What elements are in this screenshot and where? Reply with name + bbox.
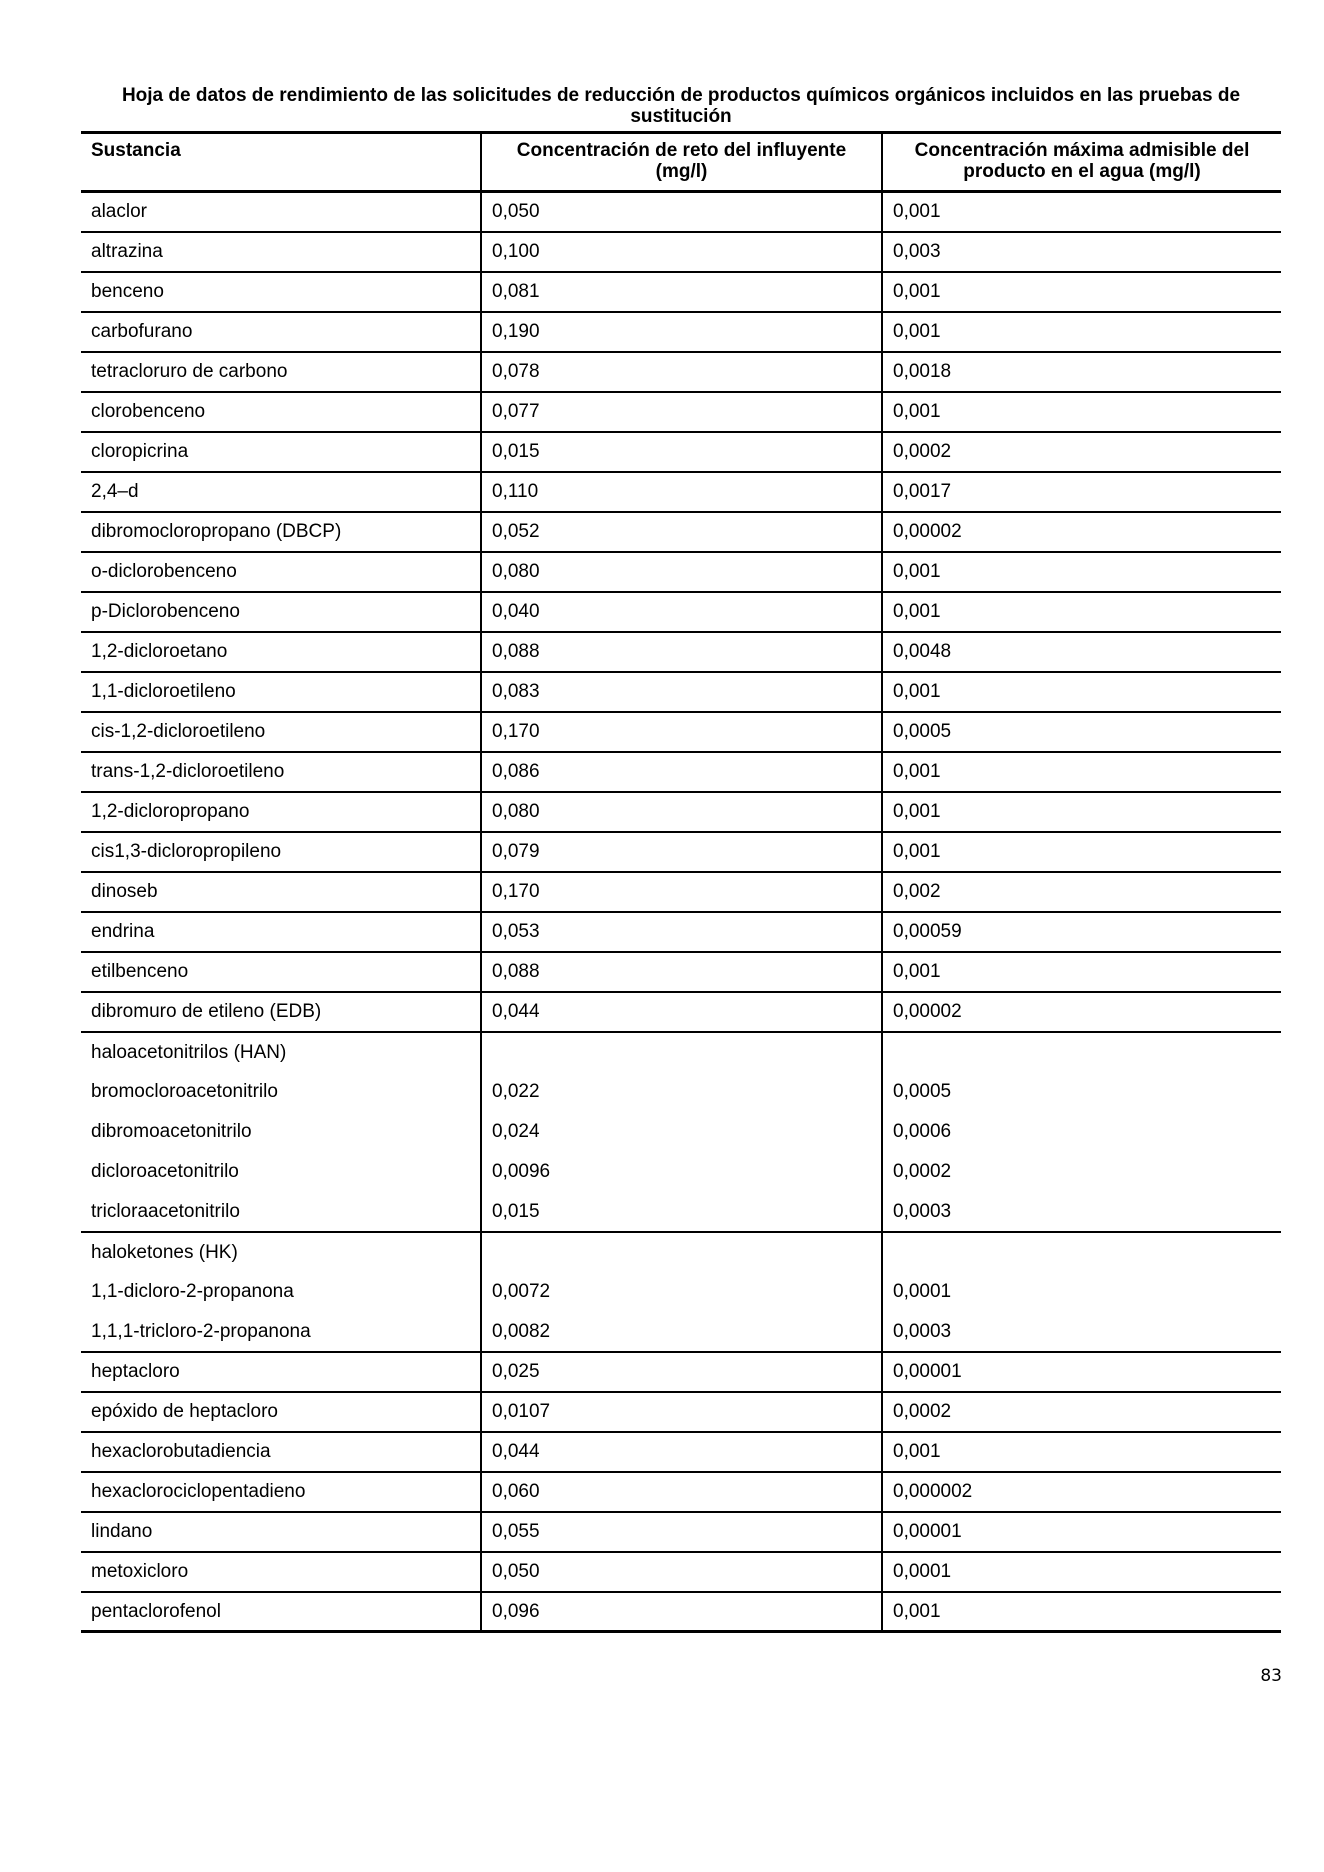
cell-influent-concentration: 0,040 <box>481 592 882 632</box>
cell-max-concentration <box>882 1232 1281 1272</box>
cell-influent-concentration: 0,110 <box>481 472 882 512</box>
table-row <box>81 512 1281 552</box>
table-row <box>81 992 1281 1032</box>
cell-influent-concentration: 0,096 <box>481 1592 882 1632</box>
cell-max-concentration: 0,0001 <box>882 1552 1281 1592</box>
cell-substance: trans-1,2-dicloroetileno <box>81 752 481 792</box>
cell-influent-concentration: 0,0082 <box>481 1312 882 1352</box>
cell-influent-concentration: 0,080 <box>481 792 882 832</box>
cell-substance: haloketones (HK) <box>91 1241 238 1263</box>
table-row <box>81 272 1281 312</box>
table-row <box>81 432 1281 472</box>
cell-influent-concentration: 0,060 <box>481 1472 882 1512</box>
table-header-row <box>81 133 1281 192</box>
cell-max-concentration: 0,00059 <box>882 912 1281 952</box>
cell-influent-concentration: 0,015 <box>481 1192 882 1232</box>
cell-max-concentration: 0,00002 <box>882 992 1281 1032</box>
cell-max-concentration: 0,001 <box>882 552 1281 592</box>
cell-influent-concentration: 0,080 <box>481 552 882 592</box>
cell-max-concentration: 0,001 <box>882 192 1281 232</box>
cell-influent-concentration: 0,052 <box>481 512 882 552</box>
cell-max-concentration: 0,0003 <box>882 1192 1281 1232</box>
cell-influent-concentration: 0,078 <box>481 352 882 392</box>
cell-max-concentration <box>882 1032 1281 1072</box>
cell-max-concentration: 0,001 <box>882 272 1281 312</box>
table-row <box>81 192 1281 232</box>
cell-substance: heptacloro <box>81 1352 481 1392</box>
cell-influent-concentration: 0,0107 <box>481 1392 882 1432</box>
cell-substance: carbofurano <box>81 312 481 352</box>
cell-max-concentration: 0,0018 <box>882 352 1281 392</box>
substance-table <box>81 131 1281 1633</box>
page-number: 83 <box>1260 1666 1282 1686</box>
cell-max-concentration: 0,0048 <box>882 632 1281 672</box>
cell-substance: 1,1-dicloro-2-propanona <box>91 1281 294 1302</box>
table-row <box>81 672 1281 712</box>
cell-influent-concentration <box>481 1232 882 1272</box>
table-row <box>81 1272 1281 1312</box>
cell-substance: dicloroacetonitrilo <box>91 1161 239 1182</box>
table-row <box>81 1032 1281 1072</box>
cell-substance: dinoseb <box>81 872 481 912</box>
cell-substance: metoxicloro <box>81 1552 481 1592</box>
cell-max-concentration: 0,0001 <box>882 1272 1281 1312</box>
table-row <box>81 952 1281 992</box>
cell-substance: p-Diclorobenceno <box>81 592 481 632</box>
table-row <box>81 1232 1281 1272</box>
table-row <box>81 1352 1281 1392</box>
cell-substance: pentaclorofenol <box>91 1600 221 1622</box>
page-title: Hoja de datos de rendimiento de las solicitudes de reducción de productos químicos orgánicos incluidos en las pruebas de sustitución <box>121 85 1241 127</box>
table-row <box>81 1112 1281 1152</box>
cell-substance: 1,2-dicloroetano <box>81 632 481 672</box>
header-influent-concentration: Concentración de reto del influyente (mg/l) <box>481 133 882 192</box>
cell-max-concentration: 0,001 <box>882 952 1281 992</box>
table-row <box>81 1432 1281 1472</box>
cell-substance: o-diclorobenceno <box>81 552 481 592</box>
cell-max-concentration: 0,0002 <box>882 1152 1281 1192</box>
cell-substance: 1,1-dicloroetileno <box>81 672 481 712</box>
cell-substance: dibromuro de etileno (EDB) <box>81 992 481 1032</box>
cell-max-concentration: 0,0017 <box>882 472 1281 512</box>
table-row <box>81 392 1281 432</box>
cell-max-concentration: 0,002 <box>882 872 1281 912</box>
cell-influent-concentration: 0,086 <box>481 752 882 792</box>
table-row <box>81 832 1281 872</box>
table-row <box>81 1312 1281 1352</box>
cell-substance: 1,2-dicloropropano <box>81 792 481 832</box>
cell-substance: etilbenceno <box>81 952 481 992</box>
cell-substance: lindano <box>81 1512 481 1552</box>
table-row <box>81 632 1281 672</box>
cell-influent-concentration: 0,0096 <box>481 1152 882 1192</box>
cell-max-concentration: 0,003 <box>882 232 1281 272</box>
cell-substance: haloacetonitrilos (HAN) <box>91 1041 287 1063</box>
table-row <box>81 1192 1281 1232</box>
cell-max-concentration: 0,00002 <box>882 512 1281 552</box>
cell-substance: benceno <box>81 272 481 312</box>
cell-influent-concentration: 0,190 <box>481 312 882 352</box>
cell-substance: alaclor <box>81 192 481 232</box>
cell-influent-concentration: 0,100 <box>481 232 882 272</box>
cell-influent-concentration <box>481 1032 882 1072</box>
cell-influent-concentration: 0,079 <box>481 832 882 872</box>
cell-influent-concentration: 0,088 <box>481 952 882 992</box>
header-max-concentration: Concentración máxima admisible del producto en el agua (mg/l) <box>882 133 1281 192</box>
cell-influent-concentration: 0,050 <box>481 192 882 232</box>
cell-substance: altrazina <box>81 232 481 272</box>
cell-max-concentration: 0,001 <box>882 792 1281 832</box>
cell-influent-concentration: 0,081 <box>481 272 882 312</box>
cell-max-concentration: 0,001 <box>882 1432 1281 1472</box>
cell-max-concentration: 0,00001 <box>882 1512 1281 1552</box>
cell-substance: 1,1,1-tricloro-2-propanona <box>81 1312 481 1352</box>
cell-substance: hexaclorociclopentadieno <box>81 1472 481 1512</box>
cell-influent-concentration: 0,025 <box>481 1352 882 1392</box>
table-row <box>81 1072 1281 1112</box>
cell-influent-concentration: 0,050 <box>481 1552 882 1592</box>
cell-max-concentration: 0,001 <box>882 832 1281 872</box>
cell-max-concentration: 0,001 <box>882 752 1281 792</box>
cell-influent-concentration: 0,170 <box>481 712 882 752</box>
cell-max-concentration: 0,001 <box>882 312 1281 352</box>
cell-max-concentration: 0,00001 <box>882 1352 1281 1392</box>
table-row <box>81 552 1281 592</box>
cell-influent-concentration: 0,024 <box>481 1112 882 1152</box>
cell-substance: tetracloruro de carbono <box>81 352 481 392</box>
cell-max-concentration: 0,000002 <box>882 1472 1281 1512</box>
cell-substance: endrina <box>81 912 481 952</box>
cell-max-concentration: 0,001 <box>882 392 1281 432</box>
cell-influent-concentration: 0,053 <box>481 912 882 952</box>
table-row <box>81 1552 1281 1592</box>
cell-influent-concentration: 0,022 <box>481 1072 882 1112</box>
cell-max-concentration: 0,0002 <box>882 1392 1281 1432</box>
table-row <box>81 792 1281 832</box>
table-row <box>81 472 1281 512</box>
cell-max-concentration: 0,0005 <box>882 712 1281 752</box>
cell-influent-concentration: 0,055 <box>481 1512 882 1552</box>
table-row <box>81 1472 1281 1512</box>
cell-substance: cis1,3-dicloropropileno <box>81 832 481 872</box>
table-row <box>81 712 1281 752</box>
cell-max-concentration: 0,0006 <box>882 1112 1281 1152</box>
cell-max-concentration: 0,0003 <box>882 1312 1281 1352</box>
table-row <box>81 912 1281 952</box>
cell-substance: cis-1,2-dicloroetileno <box>81 712 481 752</box>
cell-influent-concentration: 0,083 <box>481 672 882 712</box>
cell-influent-concentration: 0,044 <box>481 992 882 1032</box>
cell-max-concentration: 0,0005 <box>882 1072 1281 1112</box>
cell-influent-concentration: 0,044 <box>481 1432 882 1472</box>
cell-max-concentration: 0,001 <box>882 592 1281 632</box>
cell-substance: epóxido de heptacloro <box>81 1392 481 1432</box>
cell-substance: dibromocloropropano (DBCP) <box>81 512 481 552</box>
table-row <box>81 1512 1281 1552</box>
table-row <box>81 1152 1281 1192</box>
cell-max-concentration: 0,001 <box>882 672 1281 712</box>
cell-max-concentration: 0,001 <box>882 1592 1281 1632</box>
cell-max-concentration: 0,0002 <box>882 432 1281 472</box>
cell-substance: clorobenceno <box>81 392 481 432</box>
cell-substance: hexaclorobutadiencia <box>81 1432 481 1472</box>
table-row <box>81 752 1281 792</box>
cell-substance: bromocloroacetonitrilo <box>91 1081 278 1102</box>
cell-influent-concentration: 0,0072 <box>481 1272 882 1312</box>
table-row <box>81 872 1281 912</box>
table-row <box>81 352 1281 392</box>
table-body <box>81 192 1281 1632</box>
cell-substance: dibromoacetonitrilo <box>91 1121 252 1142</box>
table-row <box>81 312 1281 352</box>
cell-influent-concentration: 0,170 <box>481 872 882 912</box>
cell-substance: cloropicrina <box>81 432 481 472</box>
header-substance: Sustancia <box>81 133 481 192</box>
table-row <box>81 1392 1281 1432</box>
cell-influent-concentration: 0,077 <box>481 392 882 432</box>
table-row <box>81 232 1281 272</box>
table-row <box>81 1592 1281 1632</box>
cell-influent-concentration: 0,088 <box>481 632 882 672</box>
cell-substance: tricloraacetonitrilo <box>81 1192 481 1232</box>
cell-influent-concentration: 0,015 <box>481 432 882 472</box>
cell-substance: 2,4–d <box>81 472 481 512</box>
table-row <box>81 592 1281 632</box>
